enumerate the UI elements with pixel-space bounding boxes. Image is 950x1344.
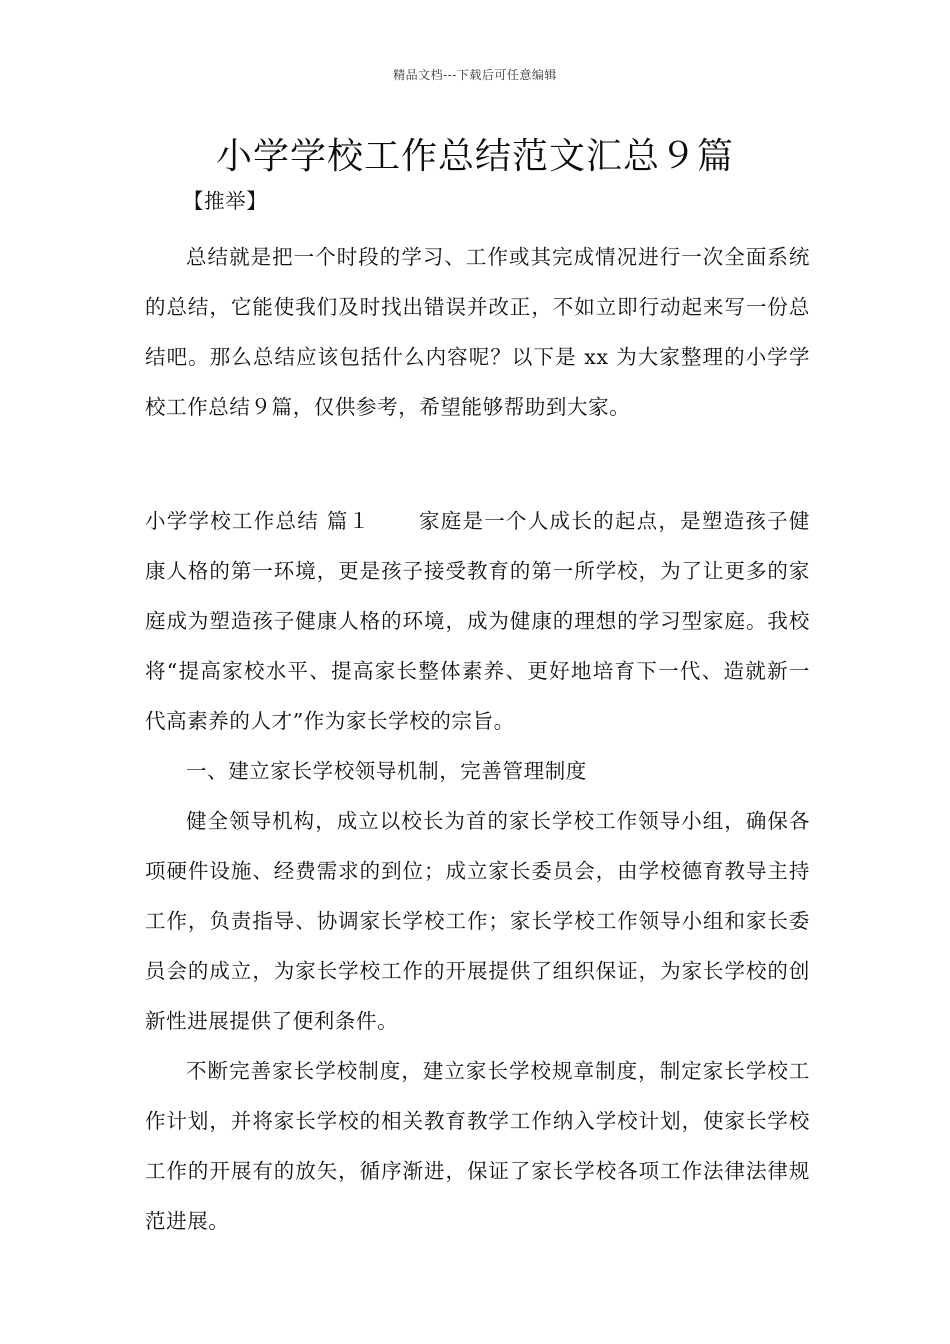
body-paragraph-2: 不断完善家长学校制度，建立家长学校规章制度，制定家长学校工作计划，并将家长学校的相关教育教学工作纳入学校计划，使家长学校工作的开展有的放矢，循序渐进，保证了家长学校各项工作法律法律规范进展。 bbox=[145, 1059, 810, 1233]
section-1-first-paragraph bbox=[145, 496, 810, 746]
page-header-watermark: 精品文档---下载后可任意编辑 bbox=[393, 68, 557, 82]
body-paragraph-1: 健全领导机构，成立以校长为首的家长学校工作领导小组，确保各项硬件设施、经费需求的到位；成立家长委员会，由学校德育教导主持工作，负责指导、协调家长学校工作；家长学校工作领导小组和家长委员会的成立，为家长学校工作的开展提供了组织保证，为家长学校的创新性进展提供了便利条件。 bbox=[145, 809, 810, 1033]
recommend-tag: 【推举】 bbox=[183, 189, 268, 213]
intro-paragraph: 总结就是把一个时段的学习、工作或其完成情况进行一次全面系统的总结，它能使我们及时找出错误并改正，不如立即行动起来写一份总结吧。那么总结应该包括什么内容呢？以下是 xx 为大家整理的小学学校工作总结９篇，仅供参考，希望能够帮助到大家。 bbox=[145, 245, 810, 419]
document-body bbox=[145, 182, 810, 1246]
document-title: 小学学校工作总结范文汇总９篇 bbox=[215, 136, 734, 177]
section-1-lead-text: 家庭是一个人成长的起点，是塑造孩子健康人格的第一环境，更是孩子接受教育的第一所学校，为了让更多的家庭成为塑造孩子健康人格的环境，成为健康的理想的学习型家庭。我校将“提高家校水平、提高家长整体素养、更好地培育下一代、造就新一代高素养的人才”作为家长学校的宗旨。 bbox=[145, 509, 810, 733]
section-1-subheading: 一、建立家长学校领导机制，完善管理制度 bbox=[186, 759, 587, 783]
section-1-heading: 小学学校工作总结 篇１ bbox=[145, 509, 371, 533]
